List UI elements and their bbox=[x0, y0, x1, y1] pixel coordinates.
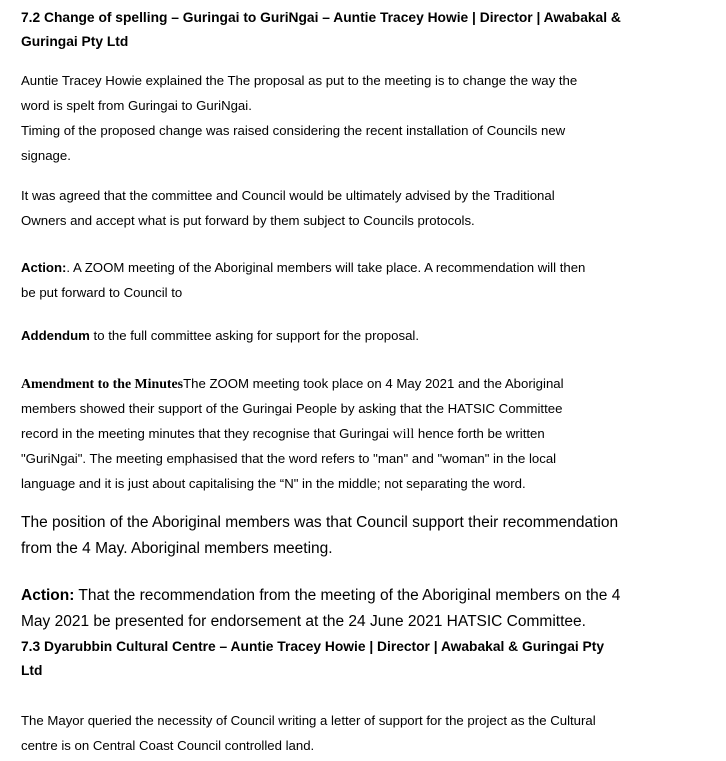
text-segment: to the full committee asking for support for the proposal. bbox=[89, 328, 419, 343]
text-segment: signage. bbox=[21, 148, 71, 163]
text-segment: Action: bbox=[21, 260, 67, 275]
paragraph-position bbox=[21, 510, 720, 562]
text-segment: language and it is just about capitalising the “N" in the middle; not separating the word. bbox=[21, 476, 526, 491]
text-segment: May 2021 be presented for endorsement at the 24 June 2021 HATSIC Committee. bbox=[21, 613, 586, 630]
text-segment: record in the meeting minutes that they recognise that Guringai bbox=[21, 426, 393, 441]
text-segment: Ltd bbox=[21, 663, 43, 678]
text-segment: from the 4 May. Aboriginal members meeting. bbox=[21, 540, 333, 557]
text-segment: "GuriNgai". The meeting emphasised that the word refers to "man" and "woman" in the local bbox=[21, 451, 557, 466]
section-heading-7-3 bbox=[21, 635, 720, 683]
text-segment: Addendum bbox=[21, 328, 90, 343]
section-heading-7-2 bbox=[21, 6, 720, 54]
paragraph-mayor bbox=[21, 708, 720, 758]
text-segment: Owners and accept what is put forward by them subject to Councils protocols. bbox=[21, 213, 475, 228]
text-segment: The ZOOM meeting took place on 4 May 2021 and the Aboriginal bbox=[183, 376, 564, 391]
text-segment: hence forth be written bbox=[414, 426, 545, 441]
paragraph-agreement bbox=[21, 183, 720, 233]
text-segment: Action: bbox=[21, 587, 75, 604]
paragraph-proposal bbox=[21, 68, 720, 168]
text-segment: Auntie Tracey Howie explained the The proposal as put to the meeting is to change the way the bbox=[21, 73, 578, 88]
paragraph-amendment bbox=[21, 371, 720, 496]
text-segment: Amendment to the Minutes bbox=[21, 376, 184, 391]
paragraph-action-recommendation bbox=[21, 583, 720, 635]
text-segment: centre is on Central Coast Council controlled land. bbox=[21, 738, 315, 753]
text-segment: That the recommendation from the meeting of the Aboriginal members on the 4 bbox=[74, 587, 621, 604]
text-segment: The Mayor queried the necessity of Council writing a letter of support for the project as the Cultural bbox=[21, 713, 596, 728]
paragraph-action-zoom bbox=[21, 255, 720, 305]
text-segment: members showed their support of the Guringai People by asking that the HATSIC Committee bbox=[21, 401, 563, 416]
text-segment: be put forward to Council to bbox=[21, 285, 183, 300]
text-segment: word is spelt from Guringai to GuriNgai. bbox=[21, 98, 252, 113]
text-segment: It was agreed that the committee and Council would be ultimately advised by the Traditional bbox=[21, 188, 555, 203]
text-segment: Timing of the proposed change was raised considering the recent installation of Councils new bbox=[21, 123, 566, 138]
text-segment: The position of the Aboriginal members was that Council support their recommendation bbox=[21, 514, 619, 531]
text-segment: . A ZOOM meeting of the Aboriginal members will take place. A recommendation will then bbox=[66, 260, 586, 275]
text-segment: 7.2 Change of spelling – Guringai to GuriNgai – Auntie Tracey Howie | Director | Awabakal & bbox=[21, 10, 621, 25]
text-segment: 7.3 Dyarubbin Cultural Centre – Auntie Tracey Howie | Director | Awabakal & Guringai Pty bbox=[21, 639, 604, 654]
paragraph-addendum bbox=[21, 323, 720, 348]
text-segment: will bbox=[392, 426, 415, 441]
text-segment: Guringai Pty Ltd bbox=[21, 34, 129, 49]
